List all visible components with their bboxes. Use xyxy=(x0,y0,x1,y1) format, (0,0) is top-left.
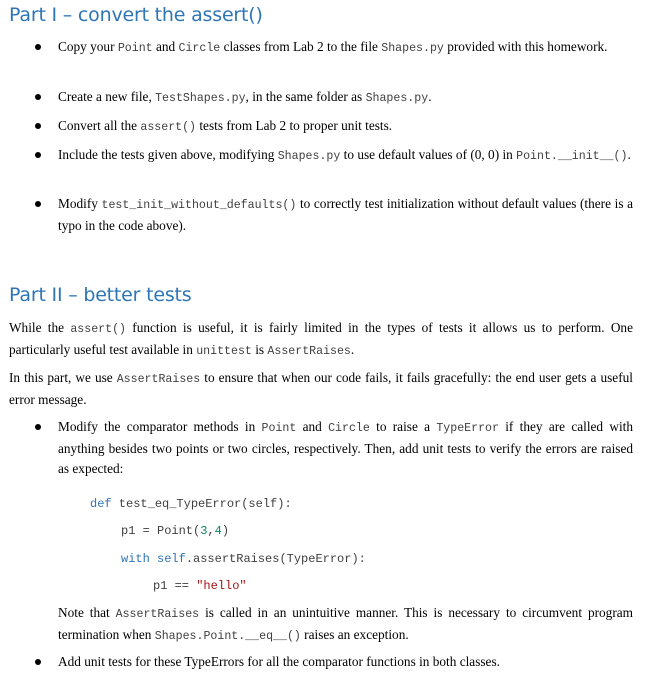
part1-item-modify-test: Modify test_init_without_defaults() to correctly test initialization without default values (there is a typo in the code above). xyxy=(58,196,634,233)
bullet xyxy=(35,123,41,129)
part2-item-add-unit-tests: Add unit tests for these TypeErrors for all the comparator functions in both classes. xyxy=(58,654,500,669)
part2-item-modify-comparators: Modify the comparator methods in Point and Circle to raise a TypeError if they are called with anything besides two points or two circles, respectively. Then, add unit tests to verify the errors are raised as expected: xyxy=(58,419,634,476)
code-line-with: with self.assertRaises(TypeError): xyxy=(121,552,366,566)
bullet xyxy=(35,201,41,207)
part1-heading: Part I – convert the assert() xyxy=(9,4,263,26)
bullet xyxy=(35,424,41,430)
part2-assertraises-paragraph: In this part, we use AssertRaises to ensure that when our code fails, it fails gracefully: the end user gets a useful error message. xyxy=(9,370,633,407)
bullet xyxy=(35,152,41,158)
part1-item-include-tests: Include the tests given above, modifying Shapes.py to use default values of (0, 0) in Point.__init__(). xyxy=(58,147,631,163)
part2-note-paragraph: Note that AssertRaises is called in an unintuitive manner. This is necessary to circumvent program termination when Shapes.Point.__eq__() raises an exception. xyxy=(58,605,633,643)
code-line-def: def test_eq_TypeError(self): xyxy=(90,497,292,511)
code-line-point: p1 = Point(3,4) xyxy=(121,524,230,538)
part2-heading: Part II – better tests xyxy=(9,284,192,306)
bullet xyxy=(35,94,41,100)
part1-item-copy-classes: Copy your Point and Circle classes from Lab 2 to the file Shapes.py provided with this homework. xyxy=(58,39,608,55)
code-line-compare: p1 == "hello" xyxy=(153,579,247,593)
bullet xyxy=(35,44,41,50)
bullet xyxy=(35,659,41,665)
part1-item-convert-asserts: Convert all the assert() tests from Lab 2 to proper unit tests. xyxy=(58,118,393,134)
part1-item-create-file: Create a new file, TestShapes.py, in the same folder as Shapes.py. xyxy=(58,89,432,105)
part2-intro-paragraph: While the assert() function is useful, it is fairly limited in the types of tests it allows us to perform. One particularly useful test available in unittest is AssertRaises. xyxy=(9,320,633,358)
